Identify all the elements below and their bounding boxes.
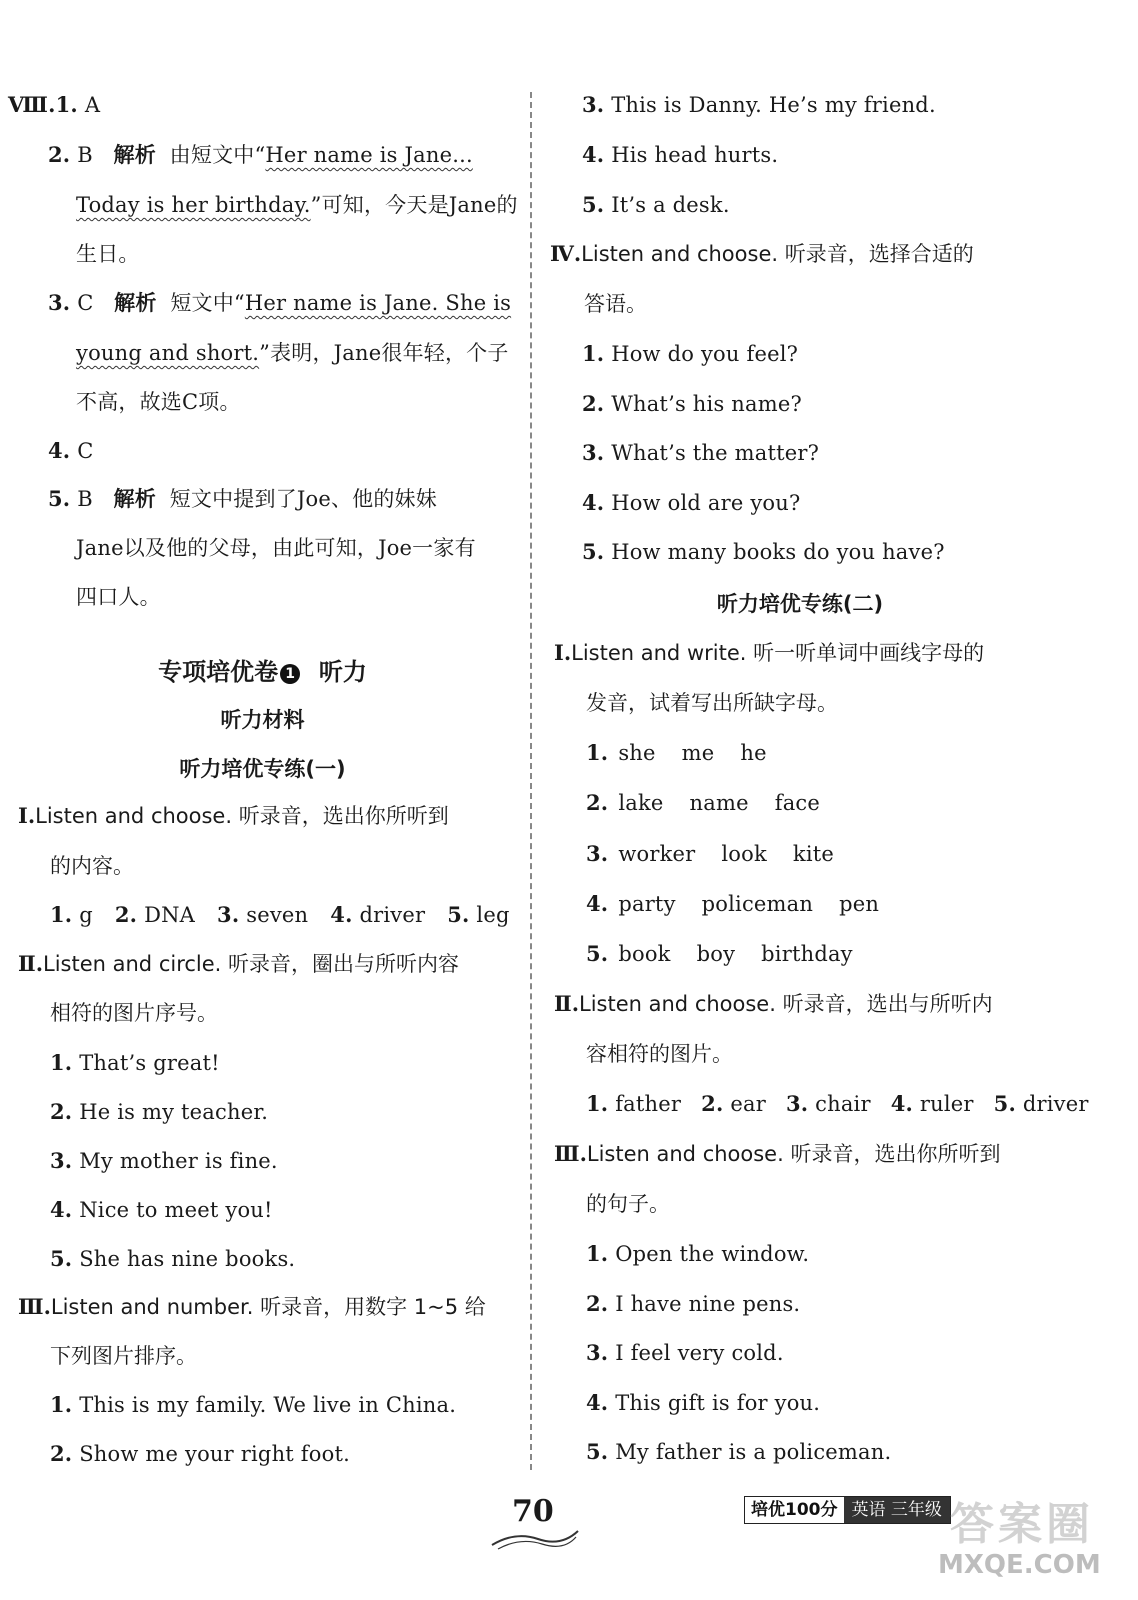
item-text: He is my teacher. <box>72 1100 269 1124</box>
item-number: 1. <box>50 1392 73 1417</box>
list-item <box>50 1441 350 1467</box>
list-item <box>586 1241 809 1267</box>
section-viii-q1: Ⅷ.1. A <box>8 92 101 117</box>
answer-item <box>115 903 195 927</box>
list-item <box>582 192 730 218</box>
answer-number: 4. <box>330 902 353 927</box>
item-number: 3. <box>586 840 609 866</box>
part1-s4-heading-2: 答语。 <box>584 292 647 316</box>
item-text: What’s the matter? <box>604 441 820 465</box>
answer-item <box>786 1092 871 1116</box>
answer-number: 2. <box>114 902 138 927</box>
word: look <box>721 841 767 866</box>
viii-q2-line2: Today is her birthday.”可知，今天是Jane的 <box>76 193 518 217</box>
word: kite <box>792 841 835 866</box>
item-number: 3. <box>582 92 605 117</box>
viii-q5-line3: 四口人。 <box>76 585 161 609</box>
answer-item <box>330 903 425 927</box>
part1-s1-heading: Ⅰ.Listen and choose. 听录音，选出你所听到 <box>18 803 449 828</box>
viii-q5-line1: 5. B 解析 短文中提到了Joe、他的妹妹 <box>48 486 437 511</box>
list-item <box>582 539 945 565</box>
answer-number: 1. <box>586 1091 609 1116</box>
word: book <box>618 942 671 967</box>
viii-q3-line2: young and short.”表明，Jane很年轻，个子 <box>76 341 509 365</box>
answer-value: driver <box>1015 1092 1089 1116</box>
answer-item <box>891 1092 974 1116</box>
part1-s1-heading-2: 的内容。 <box>50 854 134 878</box>
answer-number: 4. <box>890 1091 914 1116</box>
part1-s3-heading: Ⅲ.Listen and number. 听录音，用数字 1~5 给 <box>18 1294 486 1319</box>
part1-s2-heading: Ⅱ.Listen and circle. 听录音，圈出与所听内容 <box>18 951 460 976</box>
list-item <box>586 1439 891 1465</box>
list-item <box>50 1099 268 1125</box>
item-text: My mother is fine. <box>72 1149 278 1173</box>
item-number: 2. <box>586 1290 609 1316</box>
answer-item <box>50 903 93 927</box>
word-row <box>586 841 850 867</box>
item-text: She has nine books. <box>72 1247 296 1271</box>
viii-q3-line1: 3. C 解析 短文中“Her name is Jane. She is <box>48 290 512 315</box>
answer-value: father <box>608 1092 682 1116</box>
word: boy <box>696 942 736 967</box>
part1-s1-answers <box>50 902 532 928</box>
item-text: Nice to meet you! <box>72 1198 273 1222</box>
word: party <box>618 891 676 916</box>
word: she <box>618 741 656 765</box>
item-number: 2. <box>586 790 609 816</box>
item-number: 5. <box>582 192 605 217</box>
item-text: How do you feel? <box>604 342 799 366</box>
word: me <box>681 741 715 765</box>
part2-s1-heading: Ⅰ.Listen and write. 听一听单词中画线字母的 <box>554 640 985 665</box>
list-item <box>582 142 778 168</box>
part2-s1-heading-2: 发音，试着写出所缺字母。 <box>586 691 838 715</box>
list-item <box>582 92 936 118</box>
word-row <box>586 740 783 766</box>
viii-q4: 4. C <box>48 438 94 463</box>
item-number: 1. <box>586 740 609 765</box>
word: he <box>740 741 767 765</box>
answer-number: 3. <box>785 1091 809 1116</box>
viii-q2-line3: 生日。 <box>76 242 140 266</box>
part2-s2-answers <box>586 1091 1109 1117</box>
answer-value: chair <box>808 1092 871 1116</box>
list-item <box>50 1392 456 1418</box>
item-text: Open the window. <box>608 1242 810 1266</box>
part2-s2-heading-2: 容相符的图片。 <box>586 1042 733 1066</box>
item-text: I feel very cold. <box>608 1341 784 1365</box>
item-number: 3. <box>582 440 605 465</box>
list-item <box>582 490 800 516</box>
item-text: This is my family. We live in China. <box>72 1393 457 1417</box>
answer-item <box>994 1092 1089 1116</box>
viii-q5-line2: Jane以及他的父母，由此可知，Joe一家有 <box>76 536 476 560</box>
list-item <box>50 1197 273 1223</box>
list-item <box>50 1246 295 1272</box>
answer-value: DNA <box>137 903 196 927</box>
item-number: 1. <box>586 1241 609 1266</box>
list-item <box>586 1390 820 1416</box>
item-number: 4. <box>582 489 605 515</box>
word: face <box>774 791 821 816</box>
answer-item <box>701 1092 766 1116</box>
item-number: 1. <box>50 1050 73 1075</box>
answer-value: seven <box>239 903 309 927</box>
item-text: This gift is for you. <box>608 1390 821 1415</box>
word-row <box>586 941 869 967</box>
answer-value: ruler <box>913 1092 974 1116</box>
item-number: 3. <box>50 1148 73 1173</box>
item-number: 5. <box>586 941 609 967</box>
item-number: 4. <box>582 142 605 167</box>
answer-number: 3. <box>217 902 240 927</box>
list-item <box>586 1340 784 1366</box>
section-subtitle: 听力材料 <box>220 708 305 732</box>
word: pen <box>839 891 880 916</box>
item-text: That’s great! <box>72 1051 220 1075</box>
list-item <box>50 1050 220 1076</box>
brand-label: 培优100分 英语 三年级 <box>744 1496 951 1524</box>
item-text: What’s his name? <box>604 391 802 416</box>
item-text: This is Danny. He’s my friend. <box>604 93 936 117</box>
answer-value: driver <box>352 903 426 927</box>
section-title-main: 专项培优卷 1 听力 <box>158 658 367 686</box>
word: lake <box>618 791 664 816</box>
answer-number: 5. <box>993 1091 1016 1116</box>
number-bubble-icon: 1 <box>280 664 300 684</box>
item-text: It’s a desk. <box>604 193 730 217</box>
item-text: Show me your right foot. <box>72 1442 350 1466</box>
list-item <box>582 440 819 466</box>
word: birthday <box>761 942 853 967</box>
part1-s3-heading-2: 下列图片排序。 <box>50 1344 197 1368</box>
part1-s4-heading: Ⅳ.Listen and choose. 听录音，选择合适的 <box>550 241 974 266</box>
word: name <box>689 791 749 816</box>
list-item <box>50 1148 278 1174</box>
list-item <box>582 341 798 367</box>
item-text: His head hurts. <box>604 143 779 167</box>
item-number: 5. <box>50 1246 73 1271</box>
item-number: 4. <box>50 1197 73 1222</box>
column-divider <box>530 92 532 1470</box>
item-number: 4. <box>586 1389 609 1415</box>
item-text: My father is a policeman. <box>608 1440 892 1464</box>
item-text: How old are you? <box>604 490 801 515</box>
answer-number: 1. <box>50 902 73 927</box>
wave-ornament-icon <box>490 1525 580 1551</box>
answer-number: 2. <box>701 1091 724 1116</box>
answer-value: ear <box>723 1092 766 1116</box>
part2-s2-heading: Ⅱ.Listen and choose. 听录音，选出与所听内 <box>554 991 993 1016</box>
list-item <box>586 1291 800 1317</box>
list-item <box>582 391 802 417</box>
part-title-1: 听力培优专练(一) <box>179 757 346 781</box>
answer-value: leg <box>469 903 510 927</box>
word-row <box>586 891 895 917</box>
part-title-2: 听力培优专练(二) <box>716 592 884 616</box>
watermark: 答案圈 MXQE.COM <box>938 1499 1101 1580</box>
part2-s3-heading-2: 的句子。 <box>586 1192 670 1216</box>
word: worker <box>618 841 696 866</box>
answer-item <box>586 1092 681 1116</box>
item-number: 3. <box>586 1340 609 1365</box>
answer-item <box>217 903 308 927</box>
item-number: 2. <box>50 1099 73 1124</box>
word-row <box>586 790 836 816</box>
item-number: 1. <box>582 341 605 366</box>
answer-item <box>447 903 509 927</box>
viii-q3-line3: 不高，故选C项。 <box>76 390 241 414</box>
answer-value: g <box>72 903 93 927</box>
word: policeman <box>701 891 814 916</box>
answer-number: 5. <box>447 902 470 927</box>
page-number: 70 <box>512 1494 554 1529</box>
item-number: 4. <box>586 890 609 916</box>
viii-q2-line1: 2. B 解析 由短文中“Her name is Jane... <box>48 142 473 167</box>
item-number: 5. <box>582 539 605 564</box>
part2-s3-heading: Ⅲ.Listen and choose. 听录音，选出你所听到 <box>554 1141 1001 1166</box>
item-text: How many books do you have? <box>604 540 945 564</box>
part1-s2-heading-2: 相符的图片序号。 <box>50 1001 218 1025</box>
item-text: I have nine pens. <box>608 1291 801 1316</box>
item-number: 5. <box>586 1439 609 1464</box>
item-number: 2. <box>582 390 605 416</box>
item-number: 2. <box>50 1441 73 1466</box>
